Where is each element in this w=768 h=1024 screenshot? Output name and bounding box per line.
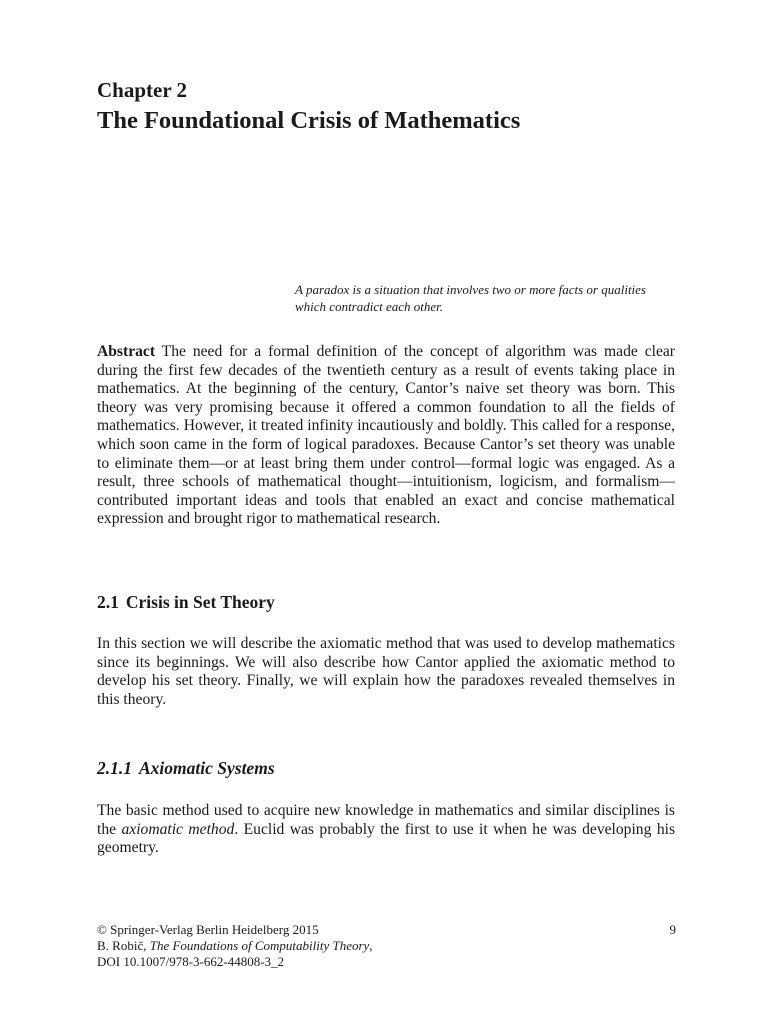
subsection-text-after: . Euclid was probably the first to use it when he was developing his geometry.	[97, 820, 676, 857]
abstract-text: The need for a formal definition of the concept of algorithm was made clear during the first few decades of the twentieth century as a result of events taking place in mathematics. At the beginning of the century, Cantor’s naive set theory was born. This theory was very promising because it offered a common foundation to all the fields of mathematics. However, it treated infinity incautiously and boldly. This called for a response, which soon came in the form of logical paradoxes. Because Cantor’s set theory was unable to eliminate them—or at least bring them under control—formal logic was engaged. As a result, three schools of mathematical thought—intuitionism, logicism, and formalism—contributed important ideas and tools that enabled an exact and concise mathematical expression and brought rigor to mathematical research.	[97, 343, 675, 528]
footer-citation	[97, 938, 675, 954]
footer-copyright: © Springer-Verlag Berlin Heidelberg 2015	[97, 922, 319, 937]
section-heading	[97, 591, 275, 613]
chapter-title: The Foundational Crisis of Mathematics	[97, 107, 521, 134]
section-intro-paragraph: In this section we will describe the axiomatic method that was used to develop mathematics since its beginnings. We will also describe how Cantor applied the axiomatic method to develop his set theory. Finally, we will explain how the paradoxes revealed themselves in this theory.	[97, 635, 675, 708]
footer-book-title-suffix: ,	[369, 938, 373, 953]
section-number: 2.1	[97, 592, 119, 612]
chapter-label: Chapter 2	[97, 78, 188, 102]
footer-doi: DOI 10.1007/978-3-662-44808-3_2	[97, 954, 285, 969]
subsection-paragraph	[97, 802, 675, 858]
section-title: Crisis in Set Theory	[125, 592, 275, 612]
subsection-text-before: The basic method used to acquire new knowledge in mathematics and similar disciplines is the	[97, 802, 675, 838]
epigraph: A paradox is a situation that involves two or more facts or qualities which contradict each other.	[295, 282, 646, 314]
subsection-heading	[97, 757, 275, 779]
footer-book-title: The Foundations of Computability Theory	[149, 938, 370, 953]
subsection-number: 2.1.1	[97, 758, 132, 778]
abstract-label: Abstract	[97, 343, 156, 360]
subsection-emphasis: axiomatic method	[121, 820, 235, 838]
subsection-title: Axiomatic Systems	[139, 758, 275, 778]
page-number: 9	[669, 922, 676, 937]
abstract-paragraph	[97, 343, 675, 529]
footer	[97, 922, 675, 970]
footer-author: B. Robič,	[97, 938, 150, 953]
